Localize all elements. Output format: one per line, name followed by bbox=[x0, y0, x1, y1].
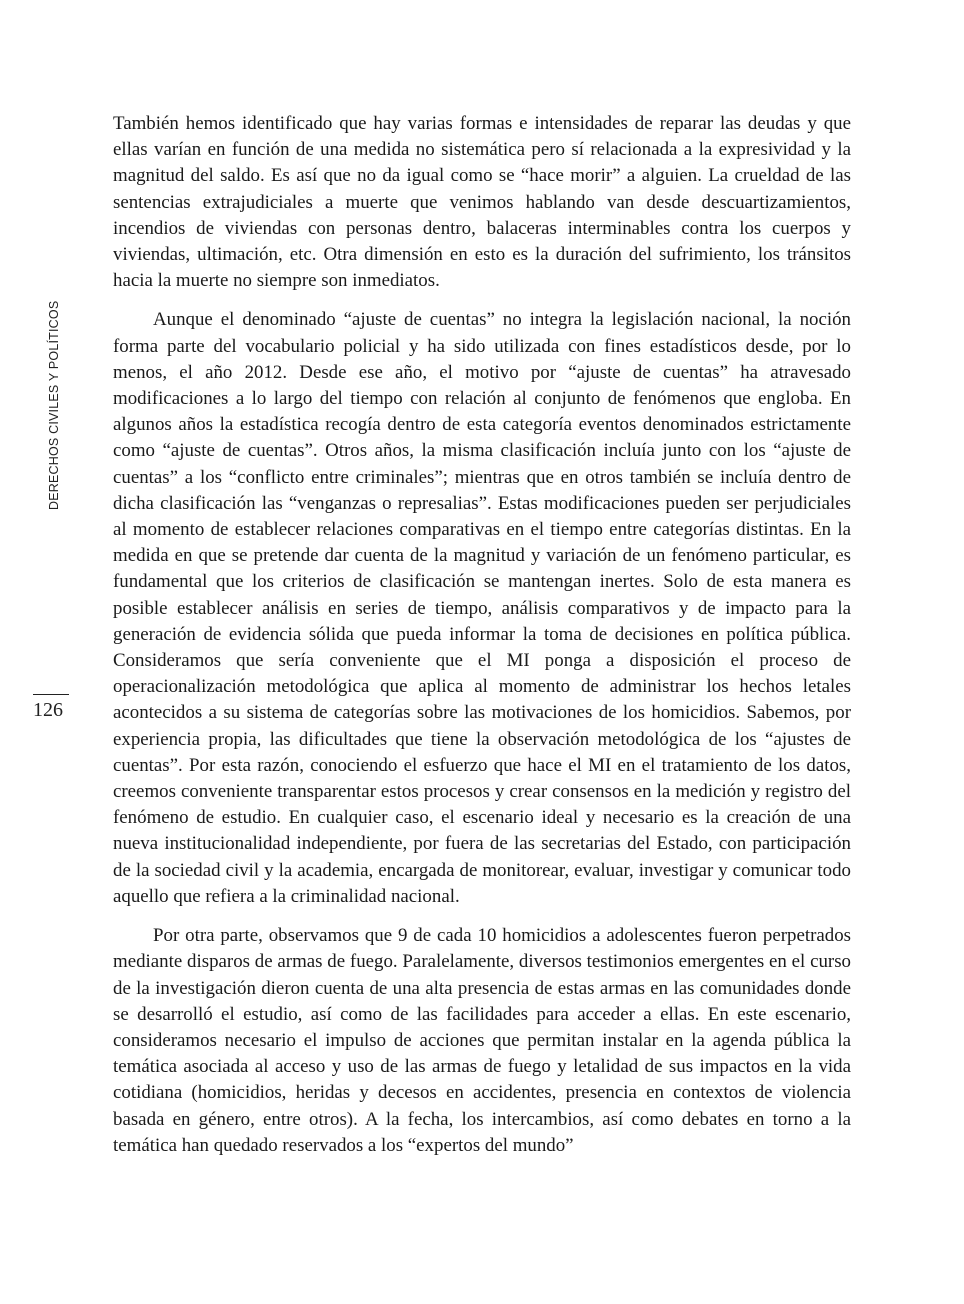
body-text bbox=[113, 111, 851, 1159]
paragraph: También hemos identificado que hay varias formas e intensidades de reparar las deudas y que ellas varían en función de una medida no sistemática pero sí relacionada a la expresividad y la magnitud del saldo. Es así que no da igual como se “hace morir” a alguien. La crueldad de las sentencias extrajudiciales a muerte que venimos hablando van desde descuartizamientos, incendios de viviendas con personas dentro, balaceras interminables contra los cuerpos y viviendas, ultimación, etc. Otra dimensión en esto es la duración del sufrimiento, los tránsitos hacia la muerte no siempre son inmediatos. bbox=[113, 113, 851, 292]
paragraph: Aunque el denominado “ajuste de cuentas” no integra la legislación nacional, la noción forma parte del vocabulario policial y ha sido utilizada con fines estadísticos desde, por lo menos, el año 2012. Desde ese año, el motivo por “ajuste de cuentas” ha atravesado modificaciones a lo largo del tiempo con relación al conjunto de fenómenos que engloba. En algunos años la estadística recogía dentro de esta categoría eventos denominados estrictamente como “ajuste de cuentas”. Otros años, la misma clasificación incluía junto con los “ajuste de cuentas” a los “conflicto entre criminales”; mientras que en otros también se incluía dentro de dicha clasificación las “venganzas o represalias”. Estas modificaciones pueden ser perjudiciales al momento de establecer relaciones comparativas en el tiempo entre categorías distintas. En la medida en que se pretende dar cuenta de la magnitud y variación de un fenómeno particular, es fundamental que los criterios de clasificación se mantengan inertes. Solo de esta manera es posible establecer análisis en series de tiempo, análisis comparativos y de impacto para la generación de evidencia sólida que pueda informar la toma de decisiones en política pública. Consideramos que sería conveniente que el MI ponga a disposición el proceso de operacionalización metodológica que aplica al momento de administrar los hechos letales acontecidos a su sistema de categorías sobre las motivaciones de los homicidios. Sabemos, por experiencia propia, las dificultades que tiene la observación metodológica de los “ajustes de cuentas”. Por esta razón, conociendo el esfuerzo que hace el MI en el tratamiento de los datos, creemos conveniente transparentar estos procesos y crear consensos en la medición y registro del fenómeno de estudio. En cualquier caso, el escenario ideal y necesario es la creación de una nueva institucionalidad independiente, por fuera de las secretarias del Estado, con participación de la sociedad civil y la academia, encargada de monitorear, evaluar, investigar y comunicar todo aquello que refiera a la criminalidad nacional. bbox=[113, 309, 851, 907]
page-number-rule bbox=[33, 694, 69, 695]
paragraph: Por otra parte, observamos que 9 de cada 10 homicidios a adolescentes fueron perpetrados mediante disparos de armas de fuego. Paralelamente, diversos testimonios emergentes en el curso de la investigación dieron cuenta de una alta presencia de estas armas en las comunidades donde se desarrolló el estudio, así como de las facilidades para acceder a ellas. En este escenario, consideramos necesario el impulso de acciones que permitan instalar en la agenda pública la temática asociada al acceso y uso de las armas de fuego y letalidad de sus impactos en la vida cotidiana (homicidios, heridas y decesos en accidentes, presencia en contextos de violencia basada en género, entre otros). A la fecha, los intercambios, así como debates en torno a la temática han quedado reservados a los “expertos del mundo” bbox=[113, 925, 851, 1156]
running-section-title: DERECHOS CIVILES Y POLÍTICOS bbox=[47, 300, 61, 510]
page-number: 126 bbox=[33, 699, 63, 721]
